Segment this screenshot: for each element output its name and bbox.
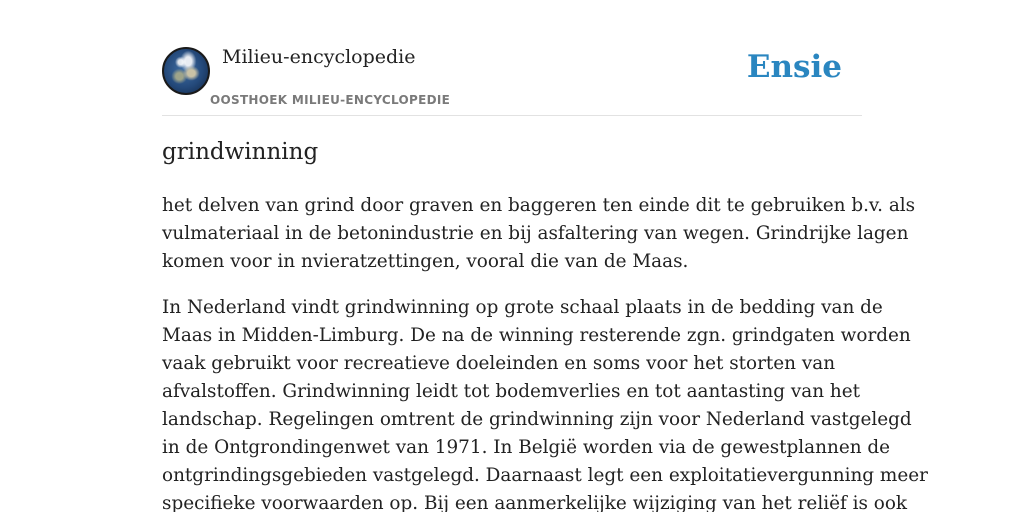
text-line: ontgrindingsgebieden vastgelegd. Daarnaast legt een exploitatievergunning meer — [162, 465, 928, 486]
paragraph-definition — [162, 192, 916, 276]
brand-logo[interactable]: Ensie — [746, 49, 842, 85]
text-line: in de Ontgrondingenwet van 1971. In België worden via de gewestplannen de — [162, 437, 891, 458]
text-line: Maas in Midden-Limburg. De na de winning resterende zgn. grindgaten worden — [162, 325, 911, 346]
text-line: komen voor in nvieratzettingen, vooral die van de Maas. — [162, 251, 689, 272]
text-line: landschap. Regelingen omtrent de grindwinning zijn voor Nederland vastgelegd — [162, 409, 912, 430]
site-subtitle[interactable]: OOSTHOEK MILIEU-ENCYCLOPEDIE — [210, 93, 451, 107]
text-line: het delven van grind door graven en baggeren ten einde dit te gebruiken b.v. als — [162, 195, 916, 216]
globe-icon[interactable] — [162, 47, 210, 95]
text-line: vaak gebruikt voor recreatieve doeleinden en soms voor het storten van — [162, 353, 836, 374]
site-header — [162, 0, 862, 116]
text-line: afvalstoffen. Grindwinning leidt tot bodemverlies en tot aantasting van het — [162, 381, 861, 402]
text-line: specifieke voorwaarden op. Bij een aanmerkelijke wijziging van het reliëf is ook — [162, 493, 908, 512]
paragraph-details — [162, 294, 928, 512]
text-line: In Nederland vindt grindwinning op grote schaal plaats in de bedding van de — [162, 297, 883, 318]
text-line: vulmateriaal in de betonindustrie en bij asfaltering van wegen. Grindrijke lagen — [162, 223, 909, 244]
site-title[interactable]: Milieu-encyclopedie — [222, 46, 416, 68]
article-body — [162, 192, 928, 512]
article-title: grindwinning — [162, 139, 319, 165]
